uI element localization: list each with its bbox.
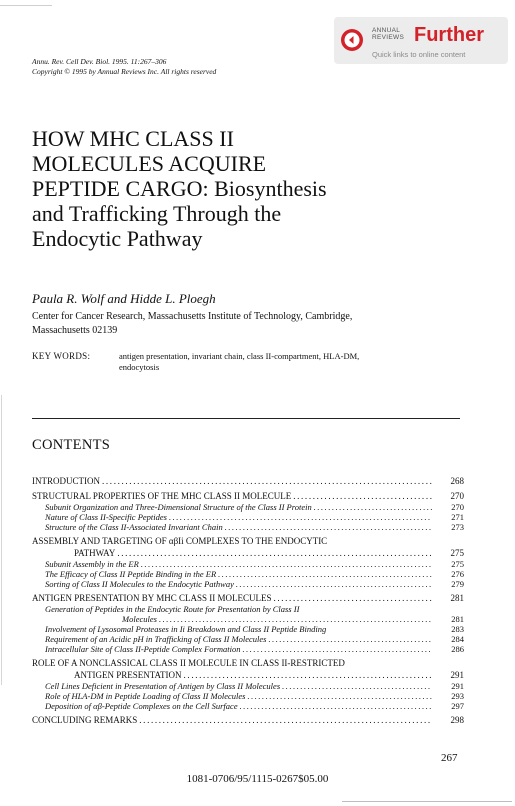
toc-page: 291 [451,681,464,691]
toc-label: PATHWAY [74,548,116,558]
reviews-word: REVIEWS [372,34,405,41]
toc-label: ASSEMBLY AND TARGETING OF αβIi COMPLEXES TO THE ENDOCYTIC [32,536,328,546]
toc-subentry[interactable] [32,604,464,614]
contents-heading: CONTENTS [32,437,111,453]
toc-page: 293 [451,691,464,701]
toc-leader [139,714,432,726]
title-line: and Trafficking Through the [32,201,282,226]
toc-page: 270 [451,502,464,512]
toc-label: Sorting of Class II Molecules to the Endocytic Pathway [45,579,234,589]
toc-page: 275 [450,548,464,558]
toc-subentry[interactable] [32,624,464,634]
top-rule [0,5,52,6]
toc-subentry[interactable] [32,681,464,691]
further-badge[interactable] [334,17,508,64]
toc-leader [218,569,432,579]
toc-leader [169,512,432,522]
toc-leader [273,592,432,604]
section-divider [32,418,460,419]
toc-leader [225,522,432,532]
title-line: Endocytic Pathway [32,226,203,251]
toc-subentry-cont[interactable] [32,614,464,624]
toc-entry-antigen-presentation[interactable] [32,592,464,604]
toc-leader [159,614,432,624]
citation [32,57,216,77]
keywords-line: endocytosis [119,362,160,372]
toc-label: Involvement of Lysosomal Proteases in Ii Breakdown and Class II Peptide Binding [45,624,327,634]
annual-word: ANNUAL [372,27,401,34]
toc-page: 271 [451,512,464,522]
toc-page: 298 [450,715,464,725]
scan-edge-line [1,395,2,685]
toc-label: ROLE OF A NONCLASSICAL CLASS II MOLECULE IN CLASS II-RESTRICTED [32,658,345,668]
citation-copyright: Copyright © 1995 by Annual Reviews Inc. All rights reserved [32,67,217,76]
toc-leader [117,547,432,559]
authors: Paula R. Wolf and Hidde L. Ploegh [32,291,216,306]
title-line: HOW MHC CLASS II [32,126,234,151]
toc-entry-concluding[interactable] [32,714,464,726]
toc-label: Intracellular Site of Class II-Peptide Complex Formation [45,644,241,654]
toc-page: 275 [451,559,464,569]
further-label: Further [414,24,484,46]
toc-subentry[interactable] [32,634,464,644]
toc-page: 297 [451,701,464,711]
affiliation-line: Center for Cancer Research, Massachusetts Institute of Technology, Cambridge, [32,311,353,322]
title-line: PEPTIDE CARGO: Biosynthesis [32,176,327,201]
toc-entry-role-cont[interactable] [32,669,464,681]
toc-label: Subunit Assembly in the ER [45,559,139,569]
toc-page: 291 [450,670,464,680]
toc-subentry[interactable] [32,701,464,711]
toc-subentry[interactable] [32,644,464,654]
toc-label: The Efficacy of Class II Peptide Binding in the ER [45,569,217,579]
toc-label: Requirement of an Acidic pH in Trafficking of Class II Molecules [45,634,267,644]
toc-page: 268 [450,476,464,486]
toc-subentry[interactable] [32,502,464,512]
toc-entry-assembly-cont[interactable] [32,547,464,559]
toc-page: 270 [450,491,464,501]
toc-label: INTRODUCTION [32,476,100,486]
bottom-rule [342,801,512,802]
table-of-contents [32,475,464,726]
further-subtitle: Quick links to online content [372,50,466,59]
title-line: MOLECULES ACQUIRE [32,151,267,176]
keywords-list [119,351,449,373]
toc-page: 281 [450,593,464,603]
toc-page: 281 [451,614,464,624]
toc-page: 276 [451,569,464,579]
toc-leader [102,475,432,487]
toc-subentry[interactable] [32,522,464,532]
affiliation [32,310,492,338]
toc-label: Nature of Class II-Specific Peptides [45,512,167,522]
keywords-label: KEY WORDS: [32,351,91,361]
toc-page: 284 [451,634,464,644]
toc-leader [141,559,432,569]
toc-subentry[interactable] [32,691,464,701]
toc-leader [314,502,432,512]
annual-reviews-logo-icon [340,28,364,52]
toc-subentry[interactable] [32,569,464,579]
toc-page: 283 [451,624,464,634]
toc-page: 273 [451,522,464,532]
toc-leader [282,681,432,691]
toc-page: 286 [451,644,464,654]
toc-leader [293,490,432,502]
toc-label: Cell Lines Deficient in Presentation of Antigen by Class II Molecules [45,681,281,691]
page-number: 267 [441,752,458,764]
issn-code: 1081-0706/95/1115-0267$05.00 [186,773,329,785]
toc-page: 279 [451,579,464,589]
toc-label: Role of HLA-DM in Peptide Loading of Class II Molecules [45,691,246,701]
toc-label: CONCLUDING REMARKS [32,715,138,725]
toc-leader [184,669,432,681]
annual-reviews-wordmark [372,27,404,41]
toc-label: Generation of Peptides in the Endocytic Route for Presentation by Class II [45,604,300,614]
toc-label: Molecules [122,614,157,624]
toc-label: STRUCTURAL PROPERTIES OF THE MHC CLASS II MOLECULE [32,491,292,501]
toc-label: Structure of the Class II-Associated Invariant Chain [45,522,223,532]
toc-label: ANTIGEN PRESENTATION [74,670,182,680]
toc-entry-assembly[interactable] [32,535,464,547]
affiliation-line: Massachusetts 02139 [32,325,118,336]
toc-subentry[interactable] [32,579,464,589]
toc-label: Deposition of αβ-Peptide Complexes on the Cell Surface [45,701,238,711]
toc-entry-role-nonclassical[interactable] [32,657,464,669]
toc-entry-structural-properties[interactable] [32,490,464,502]
toc-leader [268,634,432,644]
toc-subentry[interactable] [32,512,464,522]
toc-leader [242,644,432,654]
keywords-line: antigen presentation, invariant chain, class II-compartment, HLA-DM, [119,351,360,361]
toc-leader [247,691,432,701]
toc-label: Subunit Organization and Three-Dimensional Structure of the Class II Protein [45,502,312,512]
toc-leader [236,579,432,589]
toc-leader [240,701,432,711]
toc-entry-introduction[interactable] [32,475,464,487]
article-title [32,126,502,251]
citation-journal: Annu. Rev. Cell Dev. Biol. 1995. 11:267–306 [32,57,167,66]
toc-label: ANTIGEN PRESENTATION BY MHC CLASS II MOLECULES [32,593,272,603]
toc-subentry[interactable] [32,559,464,569]
